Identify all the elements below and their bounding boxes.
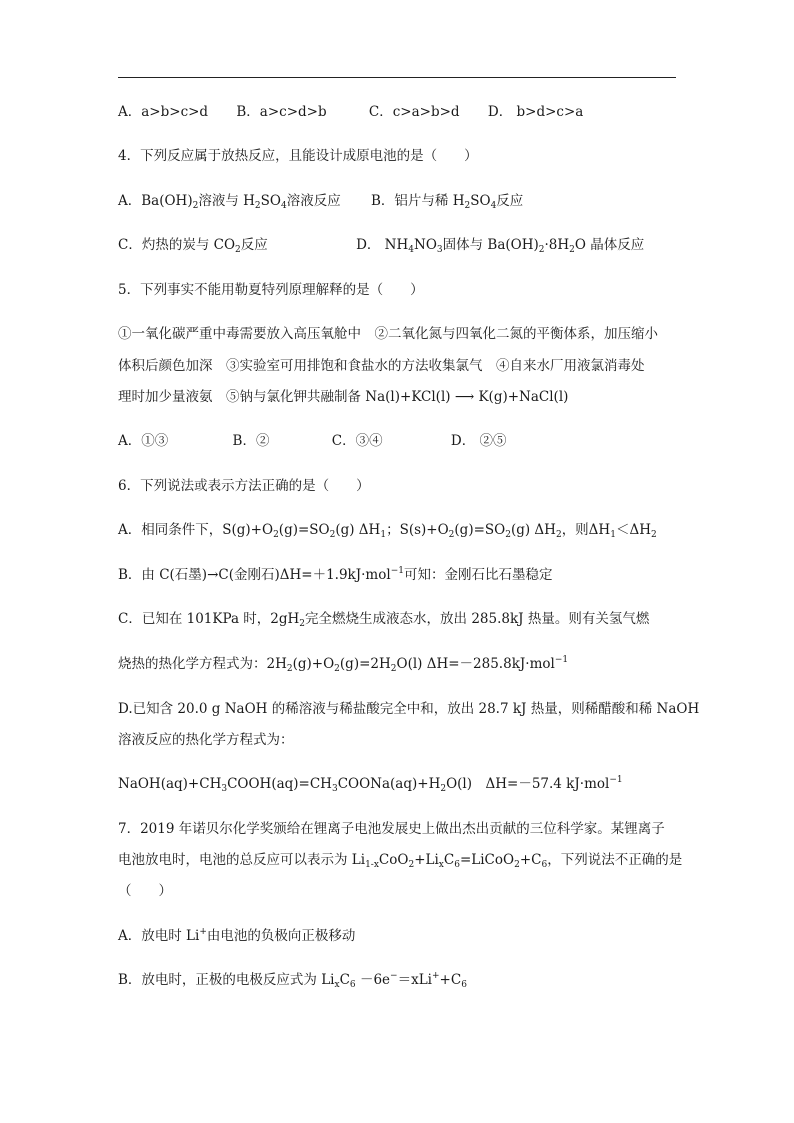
q6-option-d-line-1: D.已知含 20.0 g NaOH 的稀溶液与稀盐酸完全中和，放出 28.7 kJ 热量，则稀醋酸和稀 NaOH — [118, 701, 700, 717]
q5-stem: 5．下列事实不能用勒夏特列原理解释的是（ ） — [118, 282, 424, 298]
q5-option-c: C．③④ — [331, 433, 383, 449]
q7-option-a: A．放电时 Li+由电池的负极向正极移动 — [118, 927, 356, 944]
q4-stem: 4．下列反应属于放热反应，且能设计成原电池的是（ ） — [118, 148, 478, 164]
q5-facts-line-3: 理时加少量液氨 ⑤钠与氯化钾共融制备 Na(l)+KCl(l) ⟶ K(g)+NaCl(l) — [118, 389, 569, 405]
q6-option-d-line-2: 溶液反应的热化学方程式为： — [118, 732, 294, 748]
q5-option-d: D． ②⑤ — [450, 433, 507, 449]
q6-option-c-line-1: C．已知在 101KPa 时，$2gH_2$完全燃烧生成液态水，放出 285.8kJ 热量。则有关氢气燃 — [118, 611, 650, 629]
q4-option-b: B．铝片与稀 $H_2SO_4$反应 — [371, 193, 524, 211]
q5-facts-line-1: ①一氧化碳严重中毒需要放入高压氧舱中 ②二氧化氮与四氧化二氮的平衡体系，加压缩小 — [118, 326, 658, 342]
q4-option-a: A．$Ba(OH)_2$溶液与 $H_2SO_4$溶液反应 — [118, 193, 341, 211]
q5-options — [118, 432, 507, 450]
q5-option-b: B．② — [232, 433, 270, 449]
q3-option-a: A．a>b>c>d — [118, 104, 209, 120]
header-rule — [118, 77, 676, 78]
q3-option-d: D． b>d>c>a — [487, 104, 584, 120]
q7-answer-blank: （ ） — [118, 883, 172, 899]
q6-option-c-line-2: 烧热的热化学方程式为：$2H_2(g)+O_2(g)=2H_2O(l)$ ΔH=－285.8kJ·mol$^{-1}$ — [118, 655, 569, 674]
q4-options-cd — [118, 236, 644, 254]
q6-option-b: B．由 C(石墨)→C(金刚石)ΔH=＋1.9kJ·mol$^{-1}$可知：金刚石比石墨稳定 — [118, 566, 553, 583]
q4-options-ab — [118, 192, 523, 210]
q3-option-b: B．a>c>d>b — [236, 104, 327, 120]
q7-stem-line-1: 7．2019 年诺贝尔化学奖颁给在锂离子电池发展史上做出杰出贡献的三位科学家。某锂离子 — [118, 821, 665, 837]
q4-option-d: D． $NH_4NO_3$固体与 $Ba(OH)_2\cdot 8H_2O$ 晶体反应 — [356, 237, 645, 255]
q4-option-c: C．灼热的炭与 $CO_2$反应 — [118, 237, 268, 255]
q6-option-a: A．相同条件下，$S(g)+O_2(g)=SO_2(g)$ $\Delta H_1$；$S(s)+O_2(g)=SO_2(g)$ $\Delta H_2$，则$\Delta H_1<\Delta H_2$ — [118, 522, 657, 540]
q7-stem-line-2: 电池放电时，电池的总反应可以表示为 $Li_{1-x}CoO_2+Li_xC_6=LiCoO_2+C_6$，下列说法不正确的是 — [118, 852, 683, 870]
q3-option-c: C．c>a>b>d — [368, 104, 460, 120]
q5-option-a: A．①③ — [118, 433, 169, 449]
q5-facts-line-2: 体积后颜色加深 ③实验室可用排饱和食盐水的方法收集氯气 ④自来水厂用液氯消毒处 — [118, 358, 645, 374]
q6-option-d-equation: $NaOH(aq)+CH_3COOH(aq)=CH_3COONa(aq)+H_2O(l)$ ΔH=－57.4 kJ·mol$^{-1}$ — [118, 775, 623, 794]
q6-stem: 6．下列说法或表示方法正确的是（ ） — [118, 478, 370, 494]
q7-option-b: B．放电时，正极的电极反应式为 $Li_xC_6 -6e^-=xLi^++C_6$ — [118, 971, 467, 990]
q3-options — [118, 103, 583, 121]
